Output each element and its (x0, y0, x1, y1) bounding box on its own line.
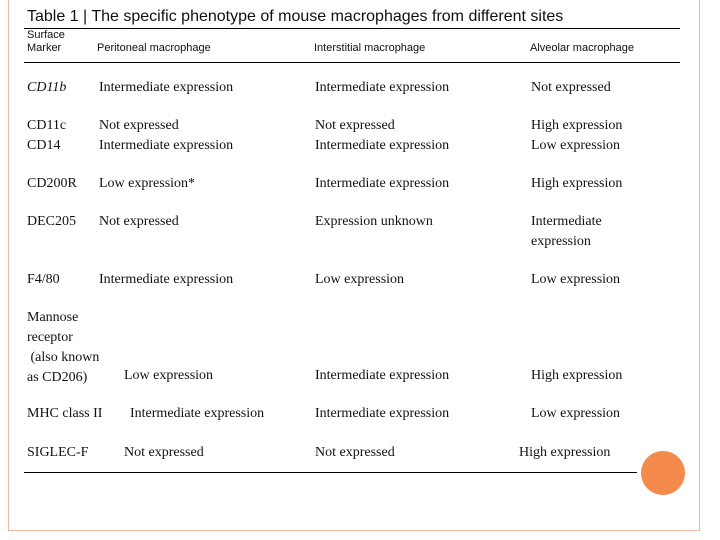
row-7-marker: SIGLEC-F (27, 445, 89, 460)
table-header (24, 28, 680, 63)
row-2-peritoneal: Low expression* (99, 176, 196, 191)
row-0-interstitial: Intermediate expression (315, 80, 450, 95)
row-4-interstitial: Low expression (315, 272, 405, 287)
row-3-marker: DEC205 (27, 214, 76, 229)
row-2-interstitial: Intermediate expression (315, 176, 450, 191)
header-peritoneal: Peritoneal macrophage (97, 42, 211, 54)
row-7-alveolar: High expression (519, 445, 611, 460)
row-0-peritoneal: Intermediate expression (99, 80, 234, 95)
row-6-interstitial: Intermediate expression (315, 406, 450, 421)
row-3-peritoneal: Not expressed (99, 214, 179, 229)
row-2-alveolar: High expression (531, 176, 623, 191)
row-4-marker: F4/80 (27, 272, 60, 287)
row-5-peritoneal: Low expression (124, 368, 214, 383)
row-5-marker: Mannose receptor (also known as CD206) (27, 310, 100, 385)
header-alveolar: Alveolar macrophage (530, 42, 634, 54)
header-interstitial: Interstitial macrophage (314, 42, 426, 54)
row-4-peritoneal: Intermediate expression (99, 272, 234, 287)
row-2-marker: CD200R (27, 176, 77, 191)
row-7-peritoneal: Not expressed (124, 445, 204, 460)
row-6-peritoneal: Intermediate expression (130, 406, 265, 421)
table-bottom-rule (24, 472, 680, 473)
row-7-interstitial: Not expressed (315, 445, 395, 460)
table-title: Table 1 | The specific phenotype of mouse macrophages from different sites (27, 8, 564, 25)
header-surface-marker: Surface Marker (27, 29, 65, 54)
row-1-peritoneal: Not expressed Intermediate expression (99, 118, 234, 153)
row-3-interstitial: Expression unknown (315, 214, 433, 229)
accent-circle (641, 451, 685, 495)
row-0-alveolar: Not expressed (531, 80, 611, 95)
row-0-marker: CD11b (27, 80, 67, 95)
row-5-alveolar: High expression (531, 368, 623, 383)
row-1-marker: CD11c CD14 (27, 118, 67, 153)
row-5-interstitial: Intermediate expression (315, 368, 450, 383)
row-6-marker: MHC class II (27, 406, 103, 421)
row-1-alveolar: High expression Low expression (531, 118, 623, 153)
row-4-alveolar: Low expression (531, 272, 621, 287)
row-1-interstitial: Not expressed Intermediate expression (315, 118, 450, 153)
row-3-alveolar: Intermediate expression (531, 214, 602, 249)
row-6-alveolar: Low expression (531, 406, 621, 421)
